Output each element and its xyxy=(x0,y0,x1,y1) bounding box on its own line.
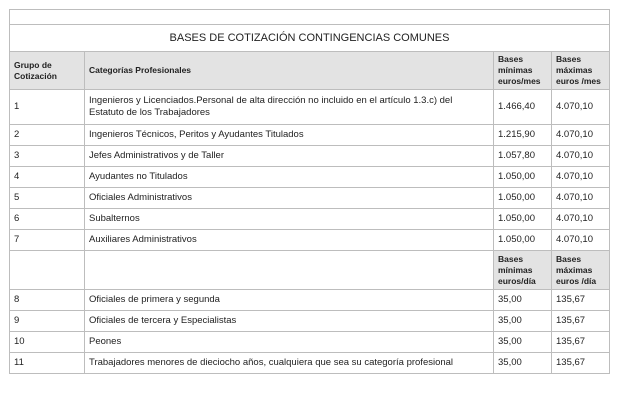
cell-category: Ingenieros y Licenciados.Personal de alta dirección no incluido en el artículo 1.3.c) del Estatuto de los Trabajadores xyxy=(85,90,494,125)
cell-min: 35,00 xyxy=(494,311,552,332)
cell-min: 1.050,00 xyxy=(494,230,552,251)
cell-min: 35,00 xyxy=(494,353,552,374)
cell-min: 1.466,40 xyxy=(494,90,552,125)
header-group: Grupo de Cotización xyxy=(10,52,85,90)
cell-group: 6 xyxy=(10,209,85,230)
cell-category: Oficiales Administrativos xyxy=(85,188,494,209)
daily-header-blank-group xyxy=(10,251,85,290)
table-row xyxy=(10,311,610,332)
cell-max: 135,67 xyxy=(552,353,610,374)
cell-max: 4.070,10 xyxy=(552,230,610,251)
cell-category: Auxiliares Administrativos xyxy=(85,230,494,251)
top-spacer-cell xyxy=(10,10,610,25)
daily-header-blank-category xyxy=(85,251,494,290)
header-min-day: Bases mínimas euros/día xyxy=(494,251,552,290)
cell-min: 1.215,90 xyxy=(494,125,552,146)
header-max-day: Bases máximas euros /día xyxy=(552,251,610,290)
table-row xyxy=(10,332,610,353)
cell-category: Ingenieros Técnicos, Peritos y Ayudantes Titulados xyxy=(85,125,494,146)
table-row xyxy=(10,90,610,125)
cell-group: 1 xyxy=(10,90,85,125)
cell-category: Oficiales de tercera y Especialistas xyxy=(85,311,494,332)
cell-max: 4.070,10 xyxy=(552,209,610,230)
cell-max: 135,67 xyxy=(552,290,610,311)
header-row xyxy=(10,52,610,90)
table-row xyxy=(10,125,610,146)
cell-max: 135,67 xyxy=(552,332,610,353)
cell-category: Subalternos xyxy=(85,209,494,230)
cell-group: 11 xyxy=(10,353,85,374)
daily-header-row xyxy=(10,251,610,290)
cell-category: Peones xyxy=(85,332,494,353)
cell-min: 1.050,00 xyxy=(494,188,552,209)
cotizacion-table xyxy=(9,9,610,374)
cell-category: Jefes Administrativos y de Taller xyxy=(85,146,494,167)
cell-max: 4.070,10 xyxy=(552,188,610,209)
cell-max: 4.070,10 xyxy=(552,146,610,167)
table-row xyxy=(10,167,610,188)
table-row xyxy=(10,188,610,209)
header-max-month: Bases máximas euros /mes xyxy=(552,52,610,90)
cell-group: 7 xyxy=(10,230,85,251)
cell-group: 5 xyxy=(10,188,85,209)
cell-min: 1.050,00 xyxy=(494,167,552,188)
cell-max: 135,67 xyxy=(552,311,610,332)
table-title: BASES DE COTIZACIÓN CONTINGENCIAS COMUNES xyxy=(10,25,610,52)
cell-max: 4.070,10 xyxy=(552,90,610,125)
cell-min: 1.057,80 xyxy=(494,146,552,167)
table-row xyxy=(10,230,610,251)
header-category: Categorías Profesionales xyxy=(85,52,494,90)
cell-group: 9 xyxy=(10,311,85,332)
cell-category: Trabajadores menores de dieciocho años, cualquiera que sea su categoría profesional xyxy=(85,353,494,374)
table-row xyxy=(10,290,610,311)
title-row xyxy=(10,25,610,52)
cell-category: Oficiales de primera y segunda xyxy=(85,290,494,311)
cell-group: 8 xyxy=(10,290,85,311)
cell-group: 4 xyxy=(10,167,85,188)
cell-group: 3 xyxy=(10,146,85,167)
top-spacer-row xyxy=(10,10,610,25)
header-min-month: Bases mínimas euros/mes xyxy=(494,52,552,90)
cell-group: 10 xyxy=(10,332,85,353)
table-row xyxy=(10,353,610,374)
cell-min: 1.050,00 xyxy=(494,209,552,230)
cell-min: 35,00 xyxy=(494,290,552,311)
cell-min: 35,00 xyxy=(494,332,552,353)
cell-category: Ayudantes no Titulados xyxy=(85,167,494,188)
cell-group: 2 xyxy=(10,125,85,146)
cell-max: 4.070,10 xyxy=(552,125,610,146)
cell-max: 4.070,10 xyxy=(552,167,610,188)
table-row xyxy=(10,146,610,167)
table-row xyxy=(10,209,610,230)
cotizacion-table-container xyxy=(9,9,609,374)
